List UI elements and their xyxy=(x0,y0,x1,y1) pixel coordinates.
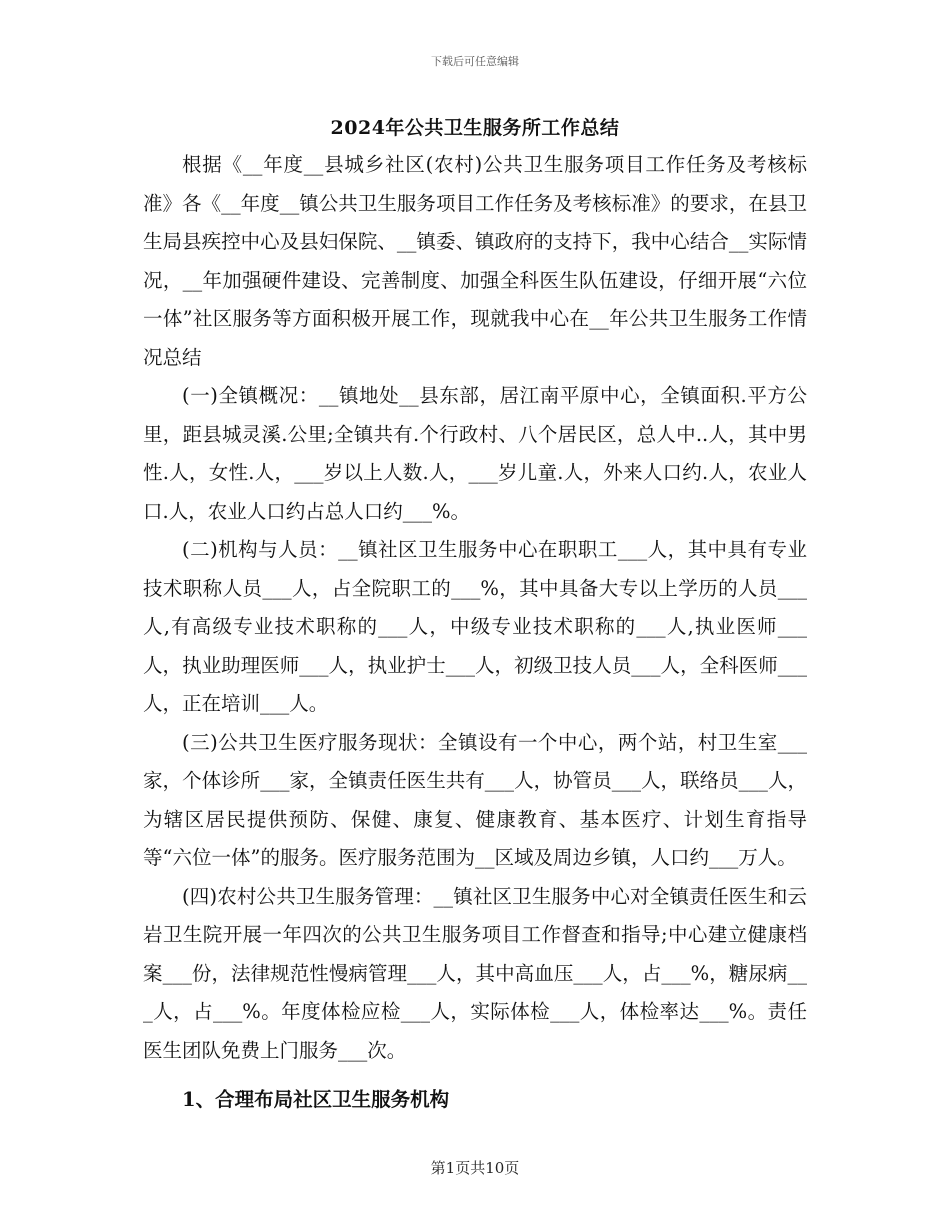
paragraph-management: (四)农村公共卫生服务管理：__镇社区卫生服务中心对全镇责任医生和云岩卫生院开展一年四次的公共卫生服务项目工作督查和指导;中心建立健康档案___份，法律规范性慢病管理___人，其中高血压___人，占___%，糖尿病___人，占___%。年度体检应检___人，实际体检___人，体检率达___%。责任医生团队免费上门服务___次。 xyxy=(143,884,807,1062)
section-heading: 1、合理布局社区卫生服务机构 xyxy=(182,1088,450,1111)
paragraph-staff: (二)机构与人员：__镇社区卫生服务中心在职职工___人，其中具有专业技术职称人员___人，占全院职工的___%，其中具备大专以上学历的人员___人,有高级专业技术职称的___人，中级专业技术职称的___人,执业医师___人，执业助理医师___人，执业护士___人，初级卫技人员___人，全科医师___人，正在培训___人。 xyxy=(143,538,807,715)
document-body xyxy=(143,146,807,1130)
paragraph-intro: 根据《__年度__县城乡社区(农村)公共卫生服务项目工作任务及考核标准》各《__年度__镇公共卫生服务项目工作任务及考核标准》的要求，在县卫生局县疾控中心及县妇保院、__镇委、镇政府的支持下，我中心结合__实际情况，__年加强硬件建设、完善制度、加强全科医生队伍建设，仔细开展“六位一体”社区服务等方面积极开展工作，现就我中心在__年公共卫生服务工作情况总结 xyxy=(143,153,807,369)
document-title: 2024年公共卫生服务所工作总结 xyxy=(330,117,620,139)
header-note: 下载后可任意编辑 xyxy=(431,55,519,68)
paragraph-service-status: (三)公共卫生医疗服务现状：全镇设有一个中心，两个站，村卫生室___家，个体诊所___家，全镇责任医生共有___人，协管员___人，联络员___人，为辖区居民提供预防、保健、康复、健康教育、基本医疗、计划生育指导等“六位一体”的服务。医疗服务范围为__区域及周边乡镇，人口约___万人。 xyxy=(143,730,807,869)
page-number: 第1页共10页 xyxy=(430,1159,520,1177)
paragraph-overview: (一)全镇概况：__镇地处__县东部，居江南平原中心，全镇面积.平方公里，距县城灵溪.公里;全镇共有.个行政村、八个居民区，总人中..人，其中男性.人，女性.人，___岁以上人数.人，___岁儿童.人，外来人口约.人，农业人口.人，农业人口约占总人口约___%。 xyxy=(143,384,807,523)
